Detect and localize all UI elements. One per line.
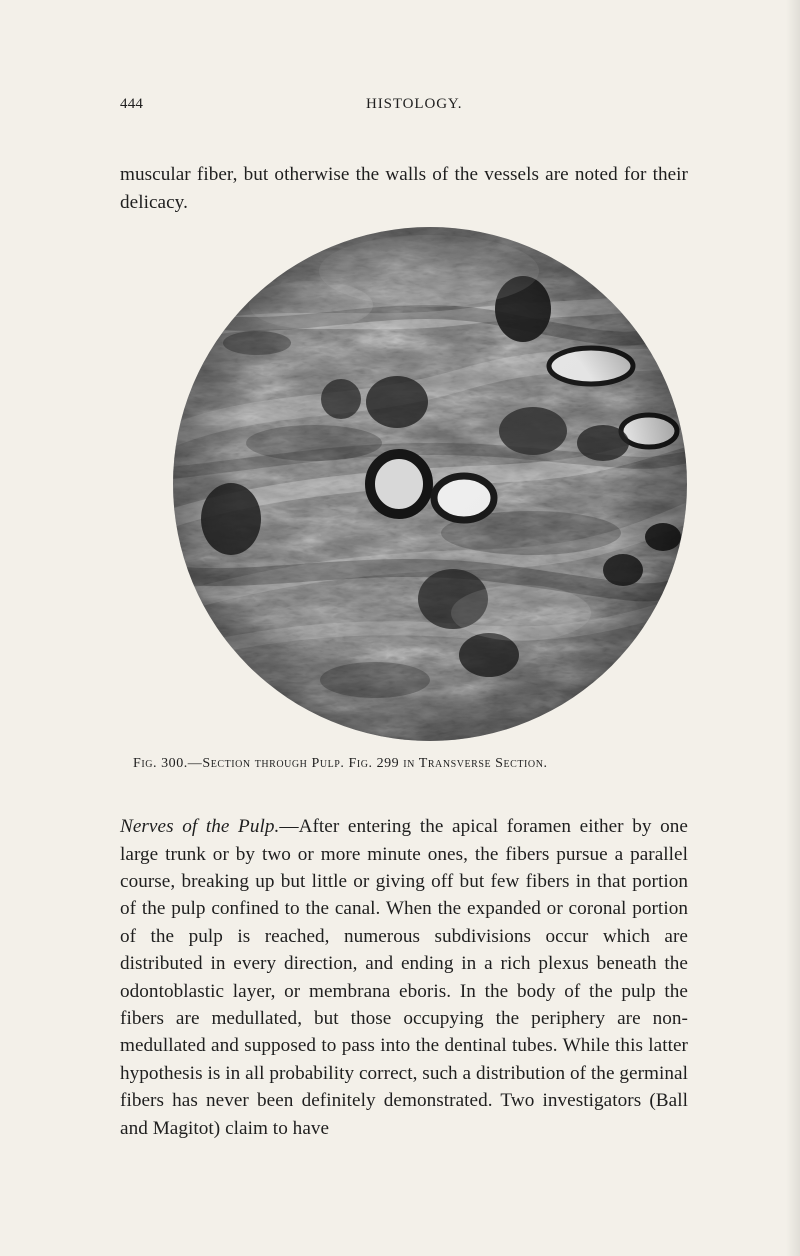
histology-figure xyxy=(171,225,689,743)
page-header xyxy=(120,96,686,124)
caption-prefix: Fig. 300. xyxy=(133,756,188,771)
nerves-paragraph xyxy=(120,813,688,1142)
page-number: 444 xyxy=(120,96,144,112)
caption-secondary: Fig. 299 in Transverse Section. xyxy=(348,756,548,771)
section-lead: Nerves of the Pulp. xyxy=(120,816,280,838)
figure-caption xyxy=(133,756,693,772)
caption-main: Section through Pulp. xyxy=(202,756,345,771)
section-body: —After entering the apical foramen either by one large trunk or by two or more minute ones, the fibers pursue a parallel course, breaking up but little or giving off but few fibers in that portion of the pulp confined to the canal. When the expanded or coronal portion of the pulp is reached, numerous subdivisions occur which are distributed in every direction, and ending in a rich plexus beneath the odontoblastic layer, or membrana eboris. In the body of the pulp the fibers are medullated, but those occupying the periphery are non-medullated and supposed to pass into the dentinal tubes. While this latter hypothesis is in all probability correct, such a distribution of the germinal fibers has never been definitely demonstrated. Two investigators (Ball and Magitot) claim to have xyxy=(120,816,688,1139)
caption-separator: — xyxy=(187,756,203,771)
running-title: HISTOLOGY. xyxy=(366,96,463,112)
intro-paragraph: muscular fiber, but otherwise the walls of the vessels are noted for their delicacy. xyxy=(120,164,688,213)
pulp-section-image xyxy=(171,225,689,743)
page-edge-shadow xyxy=(786,0,800,1256)
